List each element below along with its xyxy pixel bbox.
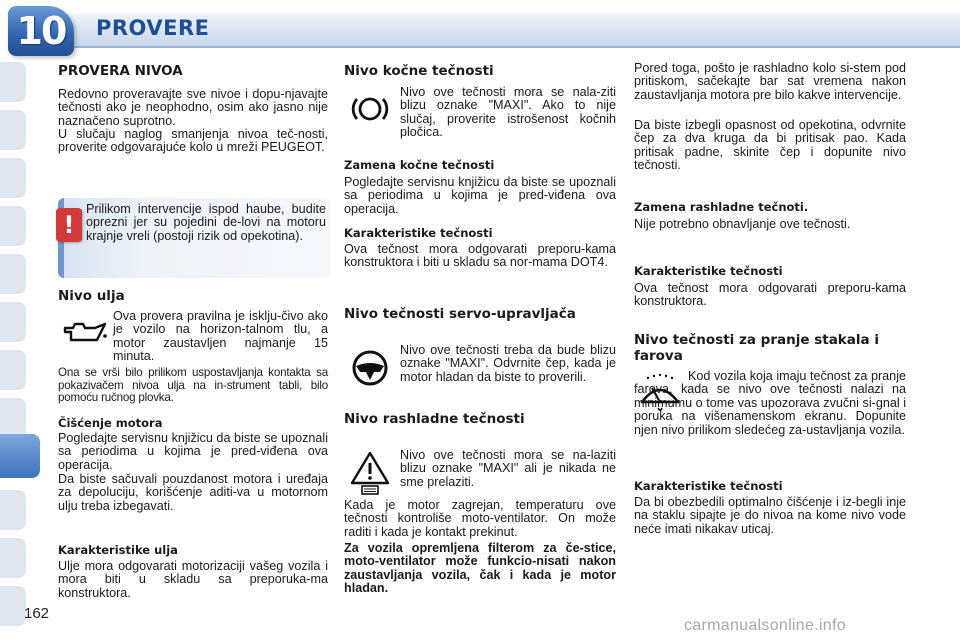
paragraph-bold: Za vozila opremljena filterom za če-stice, moto-ventilator može funkcio-nisati nakon zaustavljanja vozila, čak i kada je motor hladan. bbox=[344, 541, 616, 596]
section-heading-oil-spec: Karakteristike ulja bbox=[58, 543, 178, 557]
chapter-tab[interactable] bbox=[0, 110, 26, 150]
section-heading-brake: Nivo kočne tečnosti bbox=[344, 63, 494, 79]
section-heading-engine-cleaning: Čišćenje motora bbox=[58, 416, 163, 430]
oil-info bbox=[58, 310, 328, 366]
paragraph: Da bi obezbedili optimalno čišćenje i iz-begli inje na staklu sipajte je do nivoa na kome nivo vode neće imati nikakav uticaj. bbox=[634, 495, 906, 536]
section-heading-coolant-spec: Karakteristike tečnosti bbox=[634, 264, 783, 278]
paragraph: Ulje mora odgovarati motorizaciji vašeg vozila i mora biti u skladu sa preporuka-ma konstruktora. bbox=[58, 559, 328, 600]
chapter-tab[interactable] bbox=[0, 490, 26, 530]
paragraph: U slučaju naglog smanjenja nivoa teč-nosti, proverite odgovarajuće kolo u mreži PEUGEOT. bbox=[58, 127, 328, 155]
chapter-tab[interactable] bbox=[0, 302, 26, 342]
paragraph: Pogledajte servisnu knjižicu da biste se upoznali sa periodima u kojima je pred-viđena ova operacija. bbox=[344, 175, 616, 216]
chapter-tab-active[interactable] bbox=[0, 434, 40, 478]
warning-text: Prilikom intervencije ispod haube, budite oprezni jer su pojedini de-lovi na motoru krajnje vreli (postoji rizik od opekotina). bbox=[86, 202, 326, 243]
paragraph: Ona se vrši bilo prilikom uspostavljanja kontakta sa pokazivačem nivoa ulja na in-strument tabli, bilo pomoću ručnog plovka. bbox=[58, 366, 328, 405]
chapter-tab[interactable] bbox=[0, 62, 26, 102]
oil-text: Ova provera pravilna je isklju-čivo ako je vozilo na horizon-talnom tlu, a motor zaustavljen najmanje 15 minuta. bbox=[113, 309, 328, 364]
chapter-badge bbox=[8, 6, 74, 56]
section-heading-coolant: Nivo rashladne tečnosti bbox=[344, 411, 525, 427]
steering-wheel-icon bbox=[344, 348, 396, 388]
section-heading-coolant-replace: Zamena rashladne tečnoti. bbox=[634, 200, 809, 214]
paragraph: Redovno proveravajte sve nivoe i dopu-njavajte tečnosti ako je neophodno, osim ako jasno nije naznačeno suprotno. bbox=[58, 87, 328, 128]
section-heading-steering: Nivo tečnosti servo-upravljača bbox=[344, 306, 576, 322]
chapter-tab[interactable] bbox=[0, 398, 26, 438]
paragraph: Nije potrebno obnavljanje ove tečnosti. bbox=[634, 217, 851, 231]
page-title: PROVERE bbox=[96, 16, 210, 40]
section-heading-brake-replace: Zamena kočne tečnosti bbox=[344, 158, 495, 172]
section-heading-brake-spec: Karakteristike tečnosti bbox=[344, 226, 493, 240]
chapter-tab[interactable] bbox=[0, 586, 26, 626]
chapter-tab[interactable] bbox=[0, 538, 26, 578]
brake-info bbox=[344, 86, 616, 142]
chapter-tab[interactable] bbox=[0, 158, 26, 198]
paragraph: Da biste sačuvali pouzdanost motora i uređaja za depoluciju, korišćenje aditi-va u motornom ulju treba izbegavati. bbox=[58, 472, 328, 513]
chapter-tab[interactable] bbox=[0, 254, 26, 294]
section-heading-washer-spec: Karakteristike tečnosti bbox=[634, 479, 783, 493]
brake-warning-icon bbox=[344, 92, 396, 126]
watermark: carmanualsonline.info bbox=[684, 617, 846, 634]
coolant-warning-icon bbox=[344, 449, 396, 495]
section-heading-oil: Nivo ulja bbox=[58, 288, 125, 304]
chapter-number: 10 bbox=[16, 9, 66, 53]
paragraph: Kada je motor zagrejan, temperaturu ove tečnosti kontroliše moto-ventilator. On može raditi i kada je kontakt prekinut. bbox=[344, 498, 616, 539]
paragraph: Pored toga, pošto je rashladno kolo si-stem pod pritiskom, sačekajte bar sat vremena nakon zaustavljanja motora pre bilo kakve intervencije. bbox=[634, 61, 906, 102]
warning-box bbox=[58, 198, 330, 278]
chapter-tab[interactable] bbox=[0, 206, 26, 246]
exclamation-icon: ! bbox=[56, 208, 82, 242]
header-rule bbox=[70, 46, 960, 48]
section-heading-washer: Nivo tečnosti za pranje stakala i farova bbox=[634, 332, 879, 364]
chapter-tabs bbox=[0, 62, 32, 622]
oil-can-icon bbox=[58, 318, 110, 346]
brake-text: Nivo ove tečnosti mora se nala-ziti blizu oznake "MAXI". Ako to nije slučaj, proverite istrošenost kočnih pločica. bbox=[400, 85, 616, 140]
page-header bbox=[0, 0, 960, 52]
paragraph: Ova tečnost mora odgovarati preporu-kama konstruktora. bbox=[634, 281, 906, 309]
section-heading-level-check: PROVERA NIVOA bbox=[58, 63, 183, 79]
chapter-tab[interactable] bbox=[0, 350, 26, 390]
paragraph: Pogledajte servisnu knjižicu da biste se upoznali sa periodima u kojima je pred-viđena ova operacija. bbox=[58, 431, 328, 472]
page-number: 162 bbox=[24, 605, 50, 622]
paragraph: Da biste izbegli opasnost od opekotina, odvrnite čep za dva kruga da bi pritisak pao. Kada pritisak padne, skinite čep i dopunite nivo tečnosti. bbox=[634, 118, 906, 173]
paragraph: Ova tečnost mora odgovarati preporu-kama konstruktora i biti u skladu sa nor-mama DOT4. bbox=[344, 242, 616, 270]
steering-text: Nivo ove tečnosti treba da bude blizu oznake "MAXI". Odvrnite čep, kada je motor hladan da biste to proverili. bbox=[400, 343, 616, 384]
washer-text: Kod vozila koja imaju tečnost za pranje farova, kada se nivo ove tečnosti nalazi na minimumu o tome vas upozorava zvučni si-gnal i poruka na višenamenskom ekranu. Dopunite njen nivo prilikom sledećeg za-ustavljanja vozila. bbox=[634, 369, 906, 437]
coolant-info bbox=[344, 449, 616, 497]
coolant-text: Nivo ove tečnosti mora se na-laziti blizu oznake "MAXI" ali je nikada ne sme prelaziti. bbox=[400, 448, 616, 489]
steering-info bbox=[344, 344, 616, 400]
